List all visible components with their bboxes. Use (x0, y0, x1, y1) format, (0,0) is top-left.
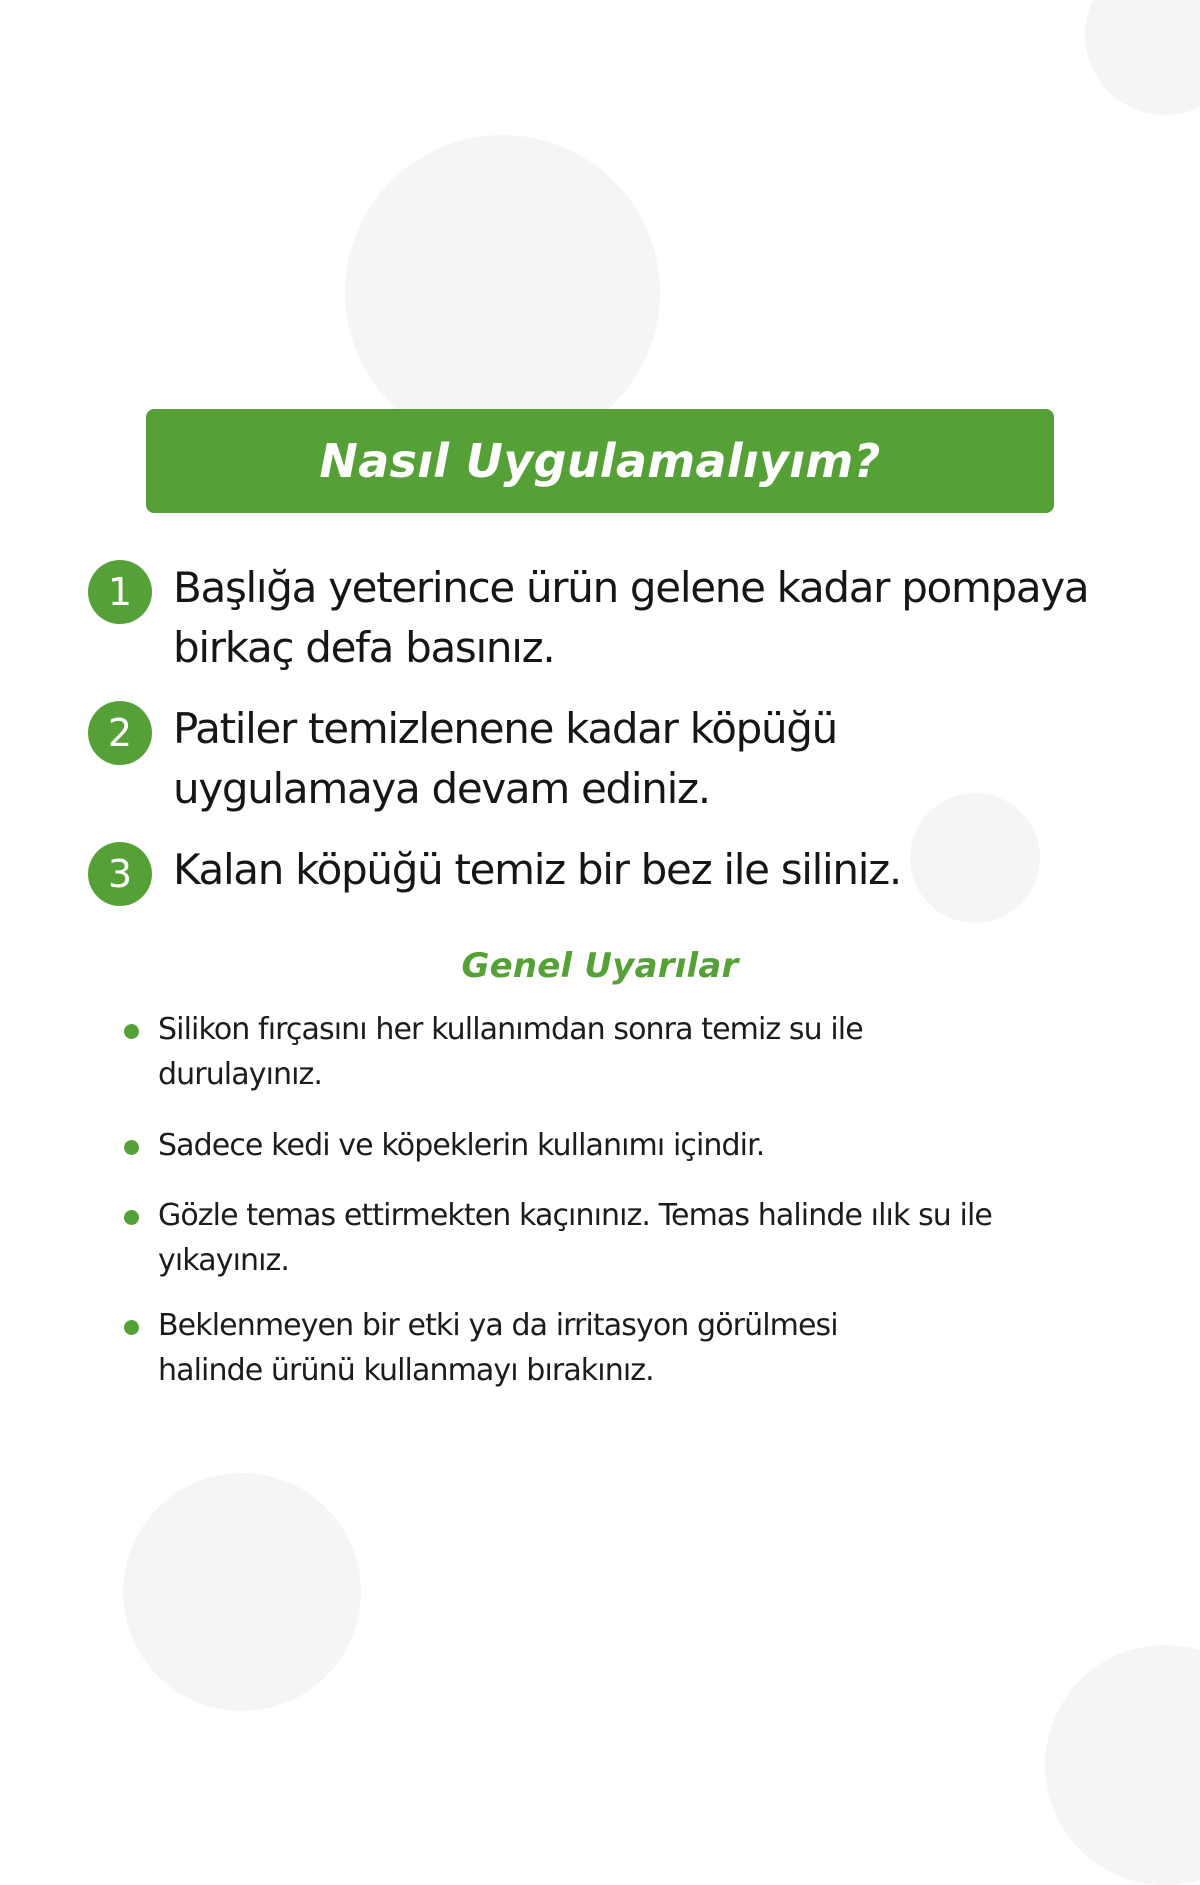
warning-list-item (124, 1303, 1004, 1393)
page-title: Nasıl Uygulamalıyım? (319, 434, 881, 488)
decorative-circle (1045, 1645, 1200, 1885)
step-text: Kalan köpüğü temiz bir bez ile siliniz. (173, 845, 901, 894)
bullet-dot-icon (124, 1024, 139, 1039)
step-text: Başlığa yeterince ürün gelene kadar pompaya birkaç defa basınız. (173, 563, 1089, 672)
step-item (88, 840, 1158, 906)
bullet-dot-icon (124, 1210, 139, 1225)
warning-text: Beklenmeyen bir etki ya da irritasyon görülmesi halinde ürünü kullanmayı bırakınız. (158, 1308, 838, 1388)
warnings-heading: Genel Uyarılar (461, 946, 739, 986)
warning-list-item (124, 1193, 1004, 1283)
step-number-badge: 2 (88, 701, 152, 765)
warning-list-item (124, 1007, 1004, 1097)
decorative-circle (1085, 0, 1200, 115)
title-banner (146, 409, 1054, 513)
step-number-badge: 1 (88, 560, 152, 624)
warning-text: Silikon fırçasını her kullanımdan sonra temiz su ile durulayınız. (158, 1012, 863, 1092)
bullet-dot-icon (124, 1320, 139, 1335)
warning-text: Sadece kedi ve köpeklerin kullanımı içindir. (158, 1128, 765, 1163)
step-item (88, 558, 1158, 678)
decorative-circle (123, 1473, 361, 1711)
step-number-badge: 3 (88, 842, 152, 906)
warning-text: Gözle temas ettirmekten kaçınınız. Temas halinde ılık su ile yıkayınız. (158, 1198, 992, 1278)
decorative-circle (345, 135, 660, 450)
step-text: Patiler temizlenene kadar köpüğü uygulamaya devam ediniz. (173, 704, 837, 813)
warning-list-item (124, 1123, 1004, 1168)
step-item (88, 699, 1158, 819)
bullet-dot-icon (124, 1140, 139, 1155)
